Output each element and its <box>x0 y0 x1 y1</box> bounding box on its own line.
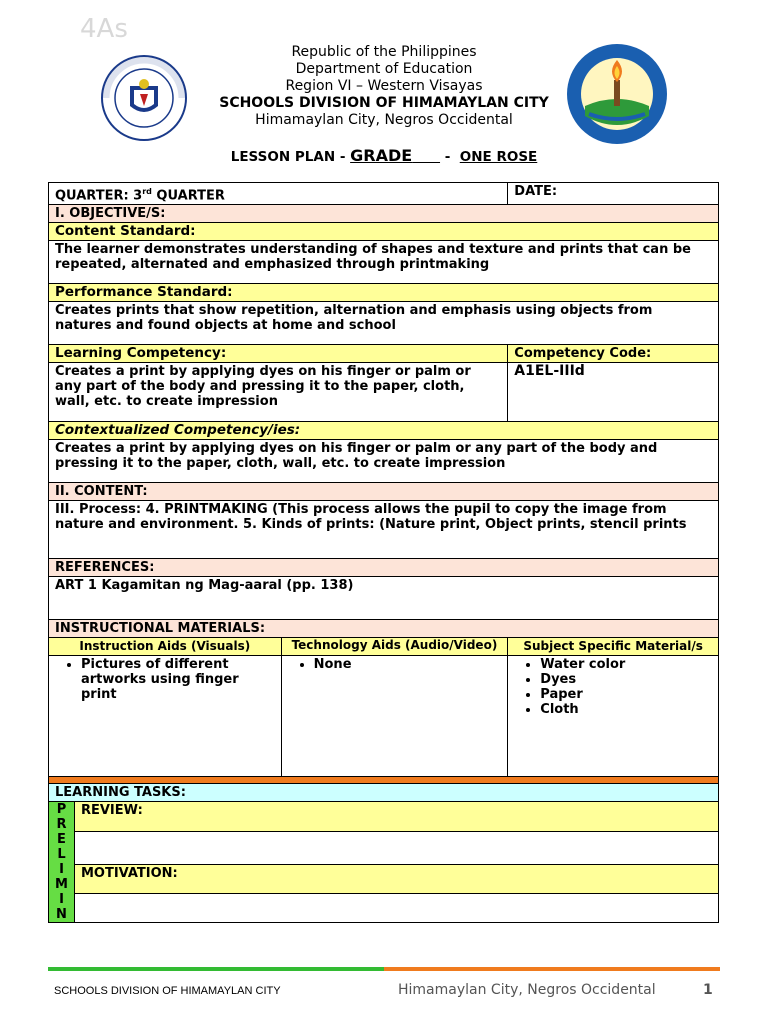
col-subject-materials-header: Subject Specific Material/s <box>508 638 719 656</box>
prelim-letter: E <box>57 832 66 848</box>
content-label: II. CONTENT: <box>49 483 719 501</box>
prelim-letter: I <box>59 862 64 878</box>
performance-standard-label: Performance Standard: <box>49 284 719 302</box>
page-number: 1 <box>703 982 713 998</box>
motivation-label: MOTIVATION: <box>74 864 718 894</box>
content-standard-label: Content Standard: <box>49 223 719 241</box>
date-cell: DATE: <box>508 183 719 205</box>
learning-competency-label: Learning Competency: <box>49 345 508 363</box>
review-label: REVIEW: <box>74 802 718 832</box>
technology-aids-cell <box>281 656 508 777</box>
material-item: • Water color <box>540 657 712 672</box>
document-header <box>0 44 768 129</box>
review-content <box>74 831 718 864</box>
prelim-letter: I <box>59 892 64 908</box>
content-text: III. Process: 4. PRINTMAKING (This process allows the pupil to copy the image from nature and environment. 5. Kinds of prints: (Nature print, Object prints, stencil prints <box>49 501 719 559</box>
header-city: Himamaylan City, Negros Occidental <box>255 112 513 128</box>
prelim-letter: P <box>56 802 67 818</box>
title-prefix: LESSON PLAN - <box>230 149 351 165</box>
subject-materials-cell <box>508 656 719 777</box>
quarter-cell: QUARTER: 3rd QUARTER <box>49 183 508 205</box>
material-item: • None <box>314 657 502 672</box>
prelim-vertical-label <box>49 802 75 923</box>
competency-code-value: A1EL-IIId <box>508 363 719 422</box>
contextualized-text: Creates a print by applying dyes on his finger or palm or any part of the body and pressing it to the paper, cloth, wall, etc. to create impression <box>49 440 719 483</box>
lesson-plan-table <box>48 182 719 923</box>
material-item: • Pictures of different artworks using finger print <box>81 657 275 702</box>
header-department: Department of Education <box>295 61 473 77</box>
watermark-text: 4As <box>80 14 128 44</box>
objectives-label: I. OBJECTIVE/S: <box>49 205 719 223</box>
footer-city: Himamaylan City, Negros Occidental <box>398 982 656 998</box>
material-item: • Paper <box>540 687 712 702</box>
instruction-aids-cell <box>49 656 282 777</box>
footer-bar-green <box>48 967 384 971</box>
title-section: ONE ROSE <box>459 149 538 165</box>
prelim-letter: N <box>56 907 67 923</box>
title-dash: - <box>440 149 456 165</box>
material-item: • Cloth <box>540 702 712 717</box>
col-instruction-aids-header: Instruction Aids (Visuals) <box>49 638 282 656</box>
header-region: Region VI – Western Visayas <box>285 78 483 94</box>
orange-separator <box>49 777 719 784</box>
competency-code-label: Competency Code: <box>508 345 719 363</box>
material-item: • Dyes <box>540 672 712 687</box>
footer-bar-orange <box>384 967 720 971</box>
learning-competency-text: Creates a print by applying dyes on his finger or palm or any part of the body and pressing it to the paper, cloth, wall, etc. to create impression <box>49 363 508 422</box>
prelim-letter: R <box>56 817 67 833</box>
content-standard-text: The learner demonstrates understanding of shapes and texture and prints that can be repeated, alternated and emphasized through printmaking <box>49 241 719 284</box>
references-label: REFERENCES: <box>49 559 719 577</box>
footer-division: SCHOOLS DIVISION OF HIMAMAYLAN CITY <box>54 985 281 997</box>
motivation-content <box>74 894 718 923</box>
header-division: SCHOOLS DIVISION OF HIMAMAYLAN CITY <box>219 95 549 111</box>
prelim-letter: L <box>57 847 66 863</box>
contextualized-label: Contextualized Competency/ies: <box>49 422 719 440</box>
performance-standard-text: Creates prints that show repetition, alternation and emphasis using objects from natures and found objects at home and school <box>49 302 719 345</box>
title-grade: GRADE <box>350 146 413 165</box>
col-technology-aids-header: Technology Aids (Audio/Video) <box>281 638 508 656</box>
references-text: ART 1 Kagamitan ng Mag-aaral (pp. 138) <box>49 577 719 620</box>
learning-tasks-label: LEARNING TASKS: <box>49 784 719 802</box>
header-republic: Republic of the Philippines <box>291 44 477 60</box>
materials-label: INSTRUCTIONAL MATERIALS: <box>49 620 719 638</box>
page-title <box>0 146 768 165</box>
prelim-letter: M <box>55 877 68 893</box>
